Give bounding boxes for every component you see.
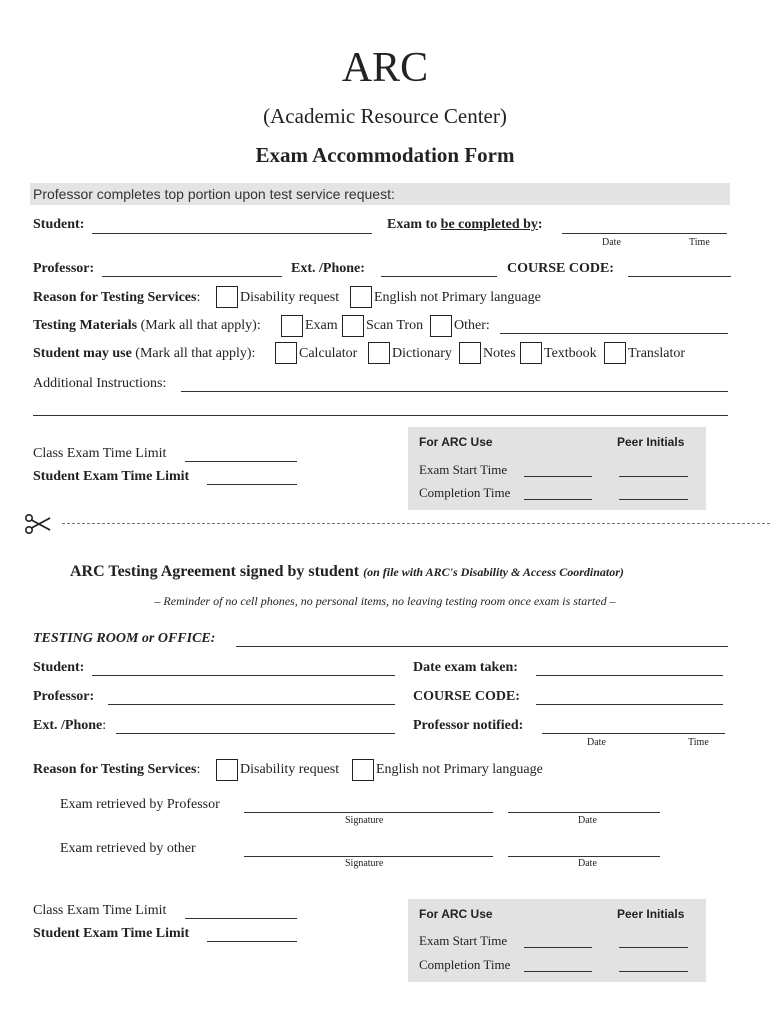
completion-peer-field-2[interactable]: [619, 971, 688, 972]
scantron-option: Scan Tron: [366, 318, 424, 333]
professor-label: Professor:: [33, 261, 95, 276]
agreement-heading: ARC Testing Agreement signed by student (on file with ARC's Disability & Access Coordinator): [70, 563, 624, 580]
student-limit-label: Student Exam Time Limit: [33, 469, 190, 484]
class-limit-label: Class Exam Time Limit: [33, 446, 167, 461]
retrieved-prof-date-field[interactable]: [508, 812, 660, 813]
reason-label: Reason for Testing Services:: [33, 290, 201, 305]
date-taken-label: Date exam taken:: [413, 660, 518, 675]
room-label: TESTING ROOM or OFFICE:: [33, 631, 216, 646]
exam-completed-field[interactable]: [562, 233, 727, 234]
arc-use-label: For ARC Use: [419, 435, 493, 449]
start-time-field-2[interactable]: [524, 947, 592, 948]
completion-time-label-2: Completion Time: [419, 957, 511, 972]
additional-label: Additional Instructions:: [33, 376, 167, 391]
ext-phone-label-2: Ext. /Phone:: [33, 718, 107, 733]
additional-field-2[interactable]: [33, 415, 728, 416]
room-field[interactable]: [236, 646, 728, 647]
exam-checkbox[interactable]: [281, 315, 303, 337]
student-limit-field-2[interactable]: [207, 941, 297, 942]
form-subtitle: (Academic Resource Center): [263, 104, 507, 128]
calculator-checkbox[interactable]: [275, 342, 297, 364]
start-time-label-2: Exam Start Time: [419, 933, 508, 948]
date-caption-3: Date: [578, 815, 597, 826]
cut-line: [62, 523, 770, 524]
other-field[interactable]: [500, 333, 728, 334]
scantron-checkbox[interactable]: [342, 315, 364, 337]
notes-option: Notes: [483, 346, 516, 361]
disability-checkbox-2[interactable]: [216, 759, 238, 781]
signature-caption-2: Signature: [345, 858, 384, 869]
additional-field[interactable]: [181, 391, 728, 392]
student-limit-field[interactable]: [207, 484, 297, 485]
professor-label-2: Professor:: [33, 689, 95, 704]
scissors-icon: [24, 514, 52, 534]
completion-time-label: Completion Time: [419, 485, 511, 500]
english-option-2: English not Primary language: [376, 762, 543, 777]
disability-checkbox[interactable]: [216, 286, 238, 308]
notified-field[interactable]: [542, 733, 725, 734]
start-peer-field[interactable]: [619, 476, 688, 477]
student-field-2[interactable]: [92, 675, 395, 676]
start-peer-field-2[interactable]: [619, 947, 688, 948]
dictionary-checkbox[interactable]: [368, 342, 390, 364]
other-option: Other:: [454, 318, 490, 333]
english-checkbox[interactable]: [350, 286, 372, 308]
retrieved-other-label: Exam retrieved by other: [60, 841, 196, 856]
date-caption: Date: [602, 237, 621, 248]
disability-option: Disability request: [240, 290, 340, 305]
course-code-label-2: COURSE CODE:: [413, 689, 520, 704]
materials-label: Testing Materials (Mark all that apply):: [33, 318, 261, 333]
course-code-field-2[interactable]: [536, 704, 723, 705]
notified-label: Professor notified:: [413, 718, 524, 733]
completion-peer-field[interactable]: [619, 499, 688, 500]
form-title: Exam Accommodation Form: [255, 143, 515, 167]
time-caption-2: Time: [688, 737, 709, 748]
retrieved-other-date-field[interactable]: [508, 856, 660, 857]
ext-phone-label: Ext. /Phone:: [291, 261, 365, 276]
student-limit-label-2: Student Exam Time Limit: [33, 926, 190, 941]
course-code-field[interactable]: [628, 276, 731, 277]
exam-option: Exam: [305, 318, 338, 333]
professor-field-2[interactable]: [108, 704, 395, 705]
date-caption-4: Date: [578, 858, 597, 869]
retrieved-other-signature-field[interactable]: [244, 856, 493, 857]
time-caption: Time: [689, 237, 710, 248]
textbook-option: Textbook: [544, 346, 597, 361]
translator-checkbox[interactable]: [604, 342, 626, 364]
banner-text: Professor completes top portion upon test service request:: [33, 186, 395, 202]
dictionary-option: Dictionary: [392, 346, 452, 361]
may-use-label: Student may use (Mark all that apply):: [33, 346, 256, 361]
reason-label-2: Reason for Testing Services:: [33, 762, 201, 777]
completion-time-field-2[interactable]: [524, 971, 592, 972]
ext-phone-field[interactable]: [381, 276, 497, 277]
completion-time-field[interactable]: [524, 499, 592, 500]
start-time-field[interactable]: [524, 476, 592, 477]
course-code-label: COURSE CODE:: [507, 261, 614, 276]
textbook-checkbox[interactable]: [520, 342, 542, 364]
class-limit-label-2: Class Exam Time Limit: [33, 903, 167, 918]
retrieved-prof-signature-field[interactable]: [244, 812, 493, 813]
arc-use-label-2: For ARC Use: [419, 907, 493, 921]
class-limit-field-2[interactable]: [185, 918, 297, 919]
ext-phone-field-2[interactable]: [116, 733, 395, 734]
disability-option-2: Disability request: [240, 762, 340, 777]
peer-initials-label: Peer Initials: [617, 435, 685, 449]
student-field[interactable]: [92, 233, 372, 234]
peer-initials-label-2: Peer Initials: [617, 907, 685, 921]
student-label-2: Student:: [33, 660, 85, 675]
english-option: English not Primary language: [374, 290, 541, 305]
exam-completed-label: Exam to be completed by:: [387, 217, 543, 232]
retrieved-prof-label: Exam retrieved by Professor: [60, 797, 220, 812]
reminder-text: – Reminder of no cell phones, no personal items, no leaving testing room once exam is started –: [154, 594, 616, 608]
student-label: Student:: [33, 217, 85, 232]
date-taken-field[interactable]: [536, 675, 723, 676]
class-limit-field[interactable]: [185, 461, 297, 462]
start-time-label: Exam Start Time: [419, 462, 508, 477]
professor-field[interactable]: [102, 276, 282, 277]
date-caption-2: Date: [587, 737, 606, 748]
calculator-option: Calculator: [299, 346, 358, 361]
form-title-arc: ARC: [341, 45, 429, 91]
notes-checkbox[interactable]: [459, 342, 481, 364]
translator-option: Translator: [628, 346, 686, 361]
signature-caption: Signature: [345, 815, 384, 826]
other-checkbox[interactable]: [430, 315, 452, 337]
english-checkbox-2[interactable]: [352, 759, 374, 781]
